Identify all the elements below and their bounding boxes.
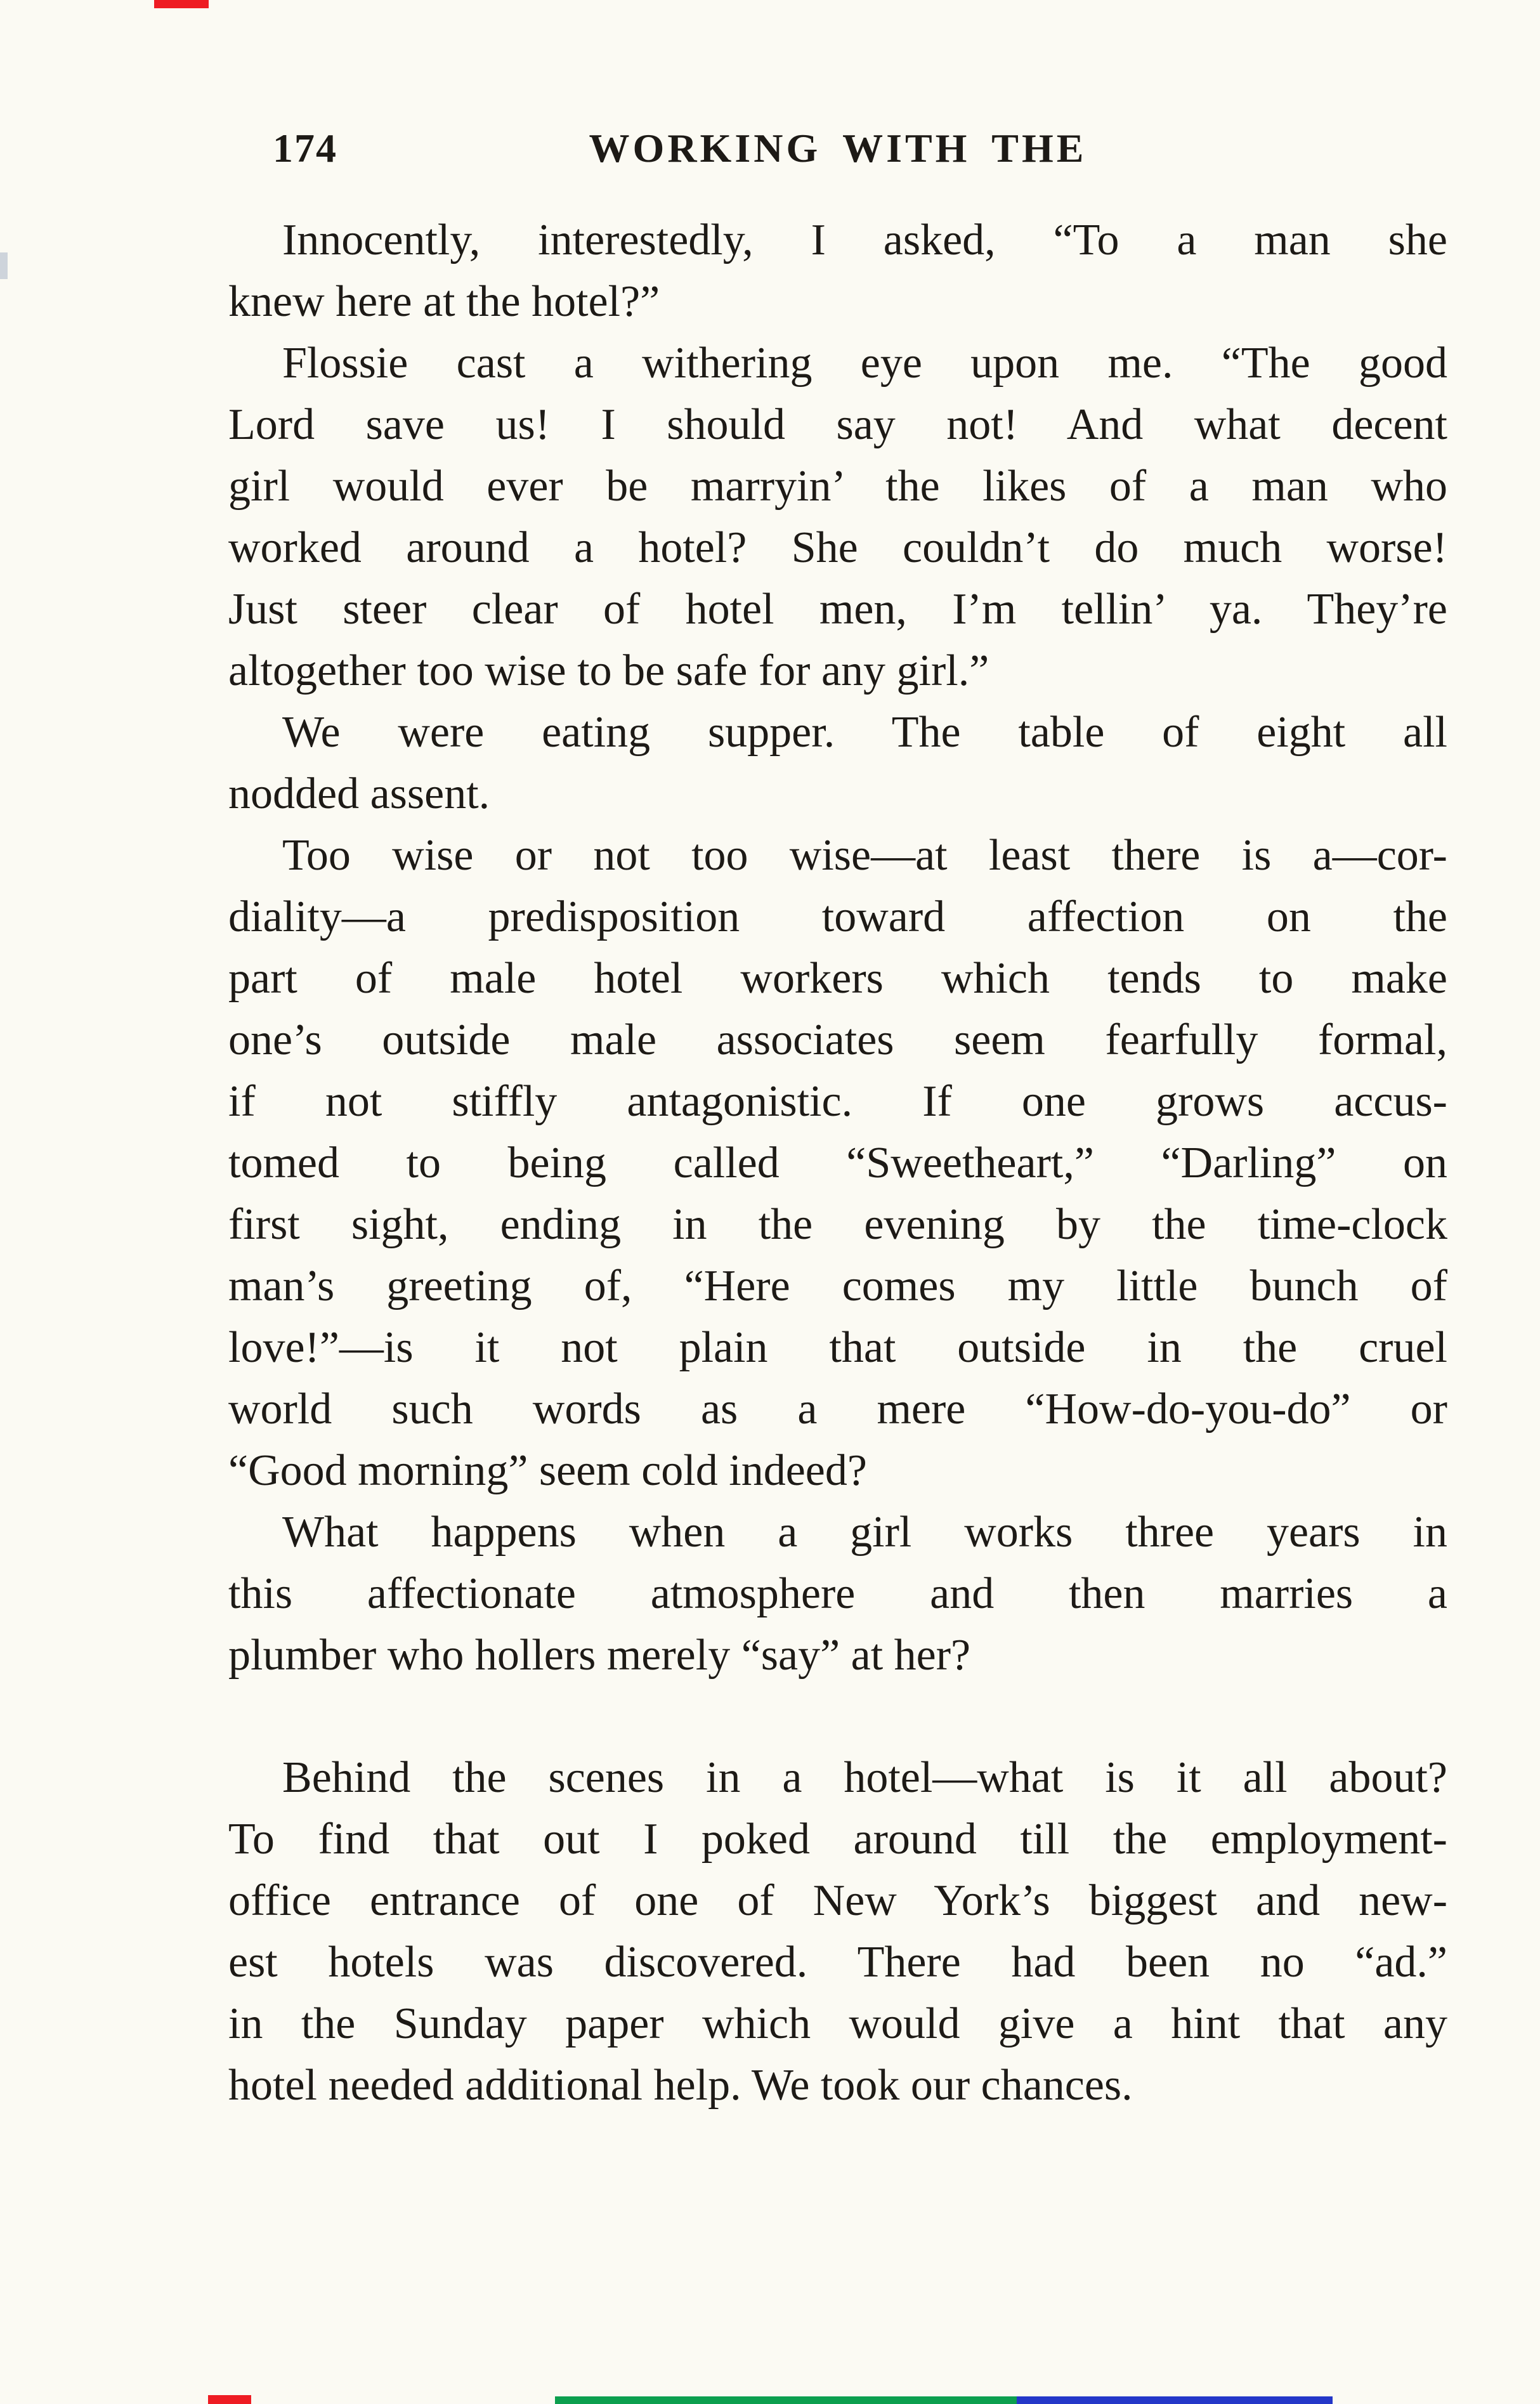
text-line: Behind the scenes in a hotel—what is it all about? xyxy=(282,1753,1447,1802)
scan-artifact-bottom-blue xyxy=(1017,2396,1333,2404)
page-content xyxy=(228,117,1447,2116)
text-line: tomed to being called “Sweetheart,” “Darling” on xyxy=(228,1139,1447,1187)
text-line: Innocently, interestedly, I asked, “To a man she xyxy=(282,216,1447,265)
text-line: Too wise or not too wise—at least there is a—cor- xyxy=(282,831,1447,880)
text-line: diality—a predisposition toward affection on the xyxy=(228,892,1447,941)
text-line: Lord save us! I should say not! And what decent xyxy=(228,400,1447,449)
paragraph xyxy=(228,702,1447,825)
text-line: altogether too wise to be safe for any girl.” xyxy=(228,646,989,695)
text-line: part of male hotel workers which tends to make xyxy=(228,954,1447,1003)
text-line: if not stiffly antagonistic. If one grows accus- xyxy=(228,1077,1447,1126)
paragraph xyxy=(228,332,1447,702)
paragraph xyxy=(228,1747,1447,2116)
page-number: 174 xyxy=(273,126,337,171)
text-line: office entrance of one of New York’s biggest and new- xyxy=(228,1876,1447,1925)
text-line: To find that out I poked around till the employment- xyxy=(228,1815,1447,1864)
text-line: girl would ever be marryin’ the likes of a man who xyxy=(228,462,1447,511)
paragraph xyxy=(228,825,1447,1501)
paragraph xyxy=(228,209,1447,332)
text-line: Just steer clear of hotel men, I’m tellin’ ya. They’re xyxy=(228,585,1447,634)
running-title: WORKING WITH THE xyxy=(589,126,1087,171)
scan-artifact-bottom-green xyxy=(555,2396,1017,2404)
text-line: first sight, ending in the evening by the time-clock xyxy=(228,1200,1447,1249)
text-line: Flossie cast a withering eye upon me. “The good xyxy=(282,339,1447,388)
text-line: this affectionate atmosphere and then marries a xyxy=(228,1569,1447,1618)
text-line: What happens when a girl works three years in xyxy=(282,1508,1447,1557)
text-line: love!”—is it not plain that outside in the cruel xyxy=(228,1323,1447,1372)
text-line: knew here at the hotel?” xyxy=(228,277,660,326)
scan-artifact-bottom-red xyxy=(208,2395,251,2404)
paragraph xyxy=(228,1501,1447,1686)
text-line: world such words as a mere “How-do-you-do” or xyxy=(228,1385,1447,1434)
text-line: nodded assent. xyxy=(228,769,490,818)
text-line: est hotels was discovered. There had been no “ad.” xyxy=(228,1938,1447,1987)
text-line: one’s outside male associates seem fearfully formal, xyxy=(228,1016,1447,1064)
text-line: “Good morning” seem cold indeed? xyxy=(228,1446,867,1495)
text-line: in the Sunday paper which would give a hint that any xyxy=(228,1999,1447,2048)
page-header xyxy=(228,117,1447,179)
scan-artifact-top-red xyxy=(154,0,209,8)
text-line: plumber who hollers merely “say” at her? xyxy=(228,1631,971,1680)
scan-artifact-edge-speck xyxy=(0,252,8,279)
text-line: man’s greeting of, “Here comes my little bunch of xyxy=(228,1262,1447,1310)
text-line: hotel needed additional help. We took our chances. xyxy=(228,2061,1133,2110)
text-line: We were eating supper. The table of eight all xyxy=(282,708,1447,757)
text-line: worked around a hotel? She couldn’t do much worse! xyxy=(228,523,1447,572)
body-text xyxy=(228,209,1447,2116)
